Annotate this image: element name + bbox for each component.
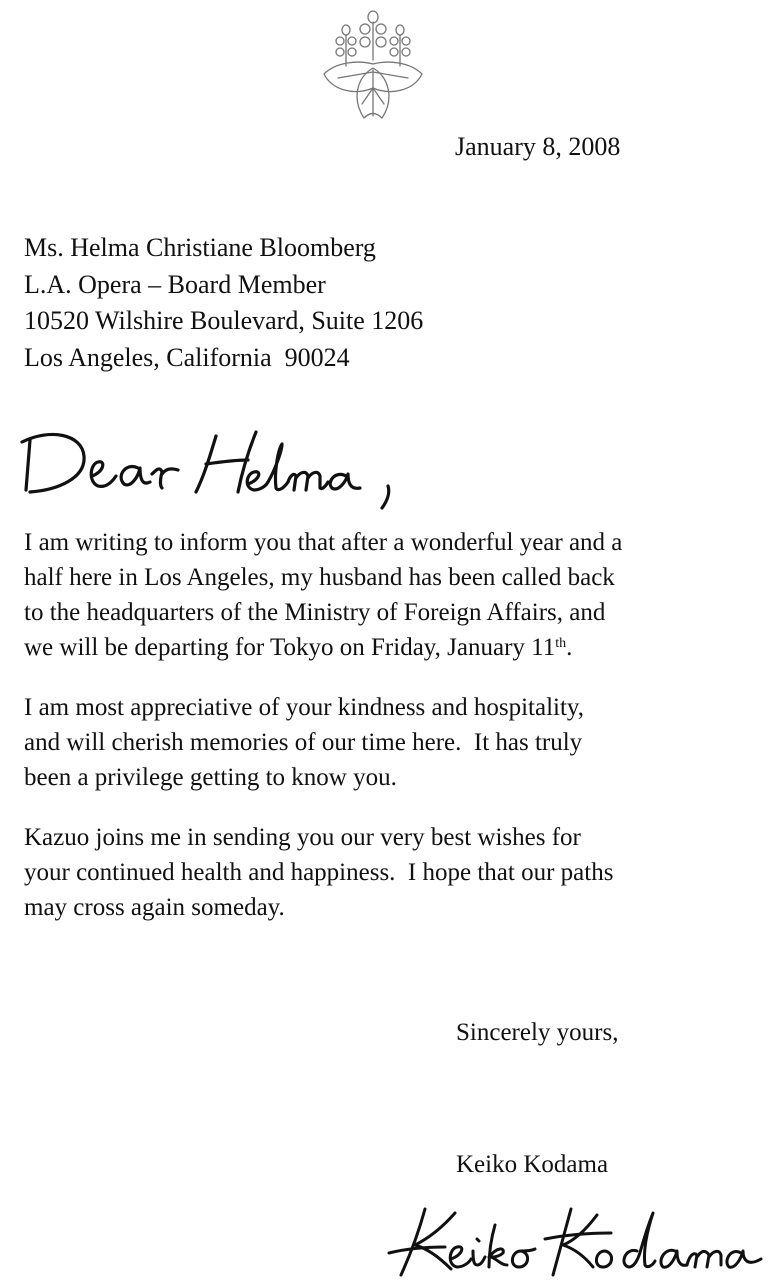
paragraph-line: Kazuo joins me in sending you our very best wishes for — [24, 824, 581, 851]
handwritten-salutation — [20, 420, 400, 510]
paragraph-line — [24, 630, 622, 665]
sender-name: Keiko Kodama — [456, 1151, 609, 1178]
recipient-city: Los Angeles, California 90024 — [24, 342, 350, 372]
handwritten-signature — [385, 1195, 765, 1281]
recipient-title: L.A. Opera – Board Member — [24, 269, 326, 299]
sentence-end: . — [566, 634, 573, 661]
letter-date: January 8, 2008 — [455, 132, 621, 161]
paragraph-line: to the headquarters of the Ministry of Foreign Affairs, and — [24, 599, 606, 626]
recipient-street: 10520 Wilshire Boulevard, Suite 1206 — [24, 306, 424, 335]
ordinal-suffix: th — [555, 636, 567, 651]
recipient-address — [24, 230, 423, 376]
paulownia-crest-icon — [318, 8, 428, 124]
paragraph-line: I am writing to inform you that after a wonderful year and a — [24, 529, 623, 556]
paragraph-line: your continued health and happiness. I hope that our paths — [24, 859, 614, 886]
paragraph-line: and will cherish memories of our time here. It has truly — [24, 729, 583, 756]
recipient-name: Ms. Helma Christiane Bloomberg — [24, 233, 376, 262]
body-paragraph-3 — [24, 820, 613, 925]
departure-text: we will be departing for Tokyo on Friday, January 11 — [24, 634, 556, 661]
paragraph-line: been a privilege getting to know you. — [24, 764, 397, 791]
body-paragraph-2 — [24, 690, 584, 795]
paragraph-line: may cross again someday. — [24, 894, 285, 921]
paragraph-line: I am most appreciative of your kindness and hospitality, — [24, 694, 585, 721]
paragraph-line: half here in Los Angeles, my husband has been called back — [24, 564, 615, 591]
body-paragraph-1 — [24, 525, 622, 665]
closing: Sincerely yours, — [456, 1019, 619, 1046]
